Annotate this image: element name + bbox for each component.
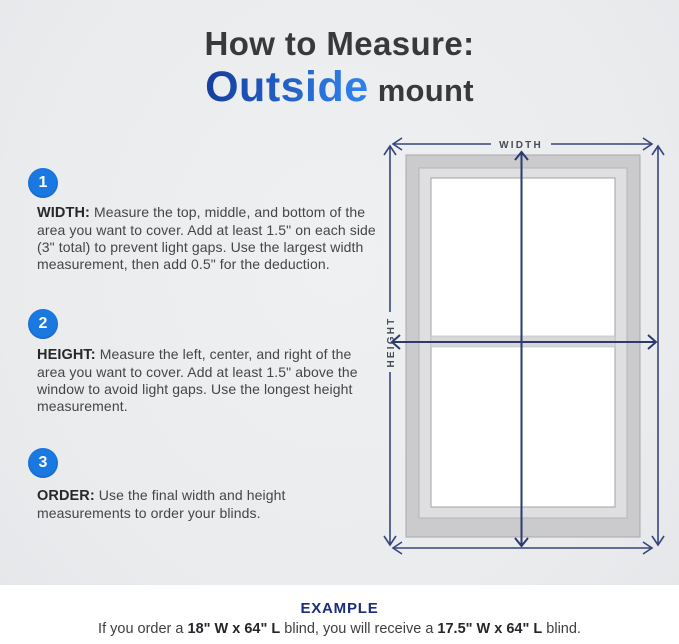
example-heading: EXAMPLE [300,600,379,617]
title-line1: How to Measure: [204,25,475,62]
example-middle: blind, you will receive a [280,621,438,637]
step-3-label: ORDER: [37,488,95,504]
step-1-text [37,204,377,273]
step-1-number-badge: 1 [28,168,58,198]
example-order-size: 18" W x 64" L [187,621,281,637]
step-3-body: Use the final width and height measurements to order your blinds. [37,487,286,521]
step-3-text [37,487,377,522]
step-2-number-badge: 2 [28,309,58,339]
step-2-body: Measure the left, center, and right of the area you want to cover. Add at least 1.5" above the window to avoid light gaps. Use the longest height measurement. [37,346,358,414]
width-dimension-label: WIDTH [499,140,543,151]
page-title [0,26,679,112]
step-3-number-badge: 3 [28,448,58,478]
step-2-text [37,346,377,415]
example-suffix: blind. [542,621,581,637]
title-mount-word: mount [377,73,474,109]
example-sentence [0,621,679,637]
step-1-body: Measure the top, middle, and bottom of the area you want to cover. Add at least 1.5" on each side (3" total) to prevent light gaps. Use the largest width measurement, then add 0.5" for the deduction. [37,204,376,272]
title-mount-type: Outside [205,63,369,112]
step-1-label: WIDTH: [37,205,90,221]
title-line2 [0,64,679,111]
window-measure-diagram [375,125,679,595]
example-receive-size: 17.5" W x 64" L [437,621,543,637]
example-prefix: If you order a [98,621,188,637]
step-2-label: HEIGHT: [37,347,96,363]
height-dimension-label: HEIGHT [386,316,397,368]
